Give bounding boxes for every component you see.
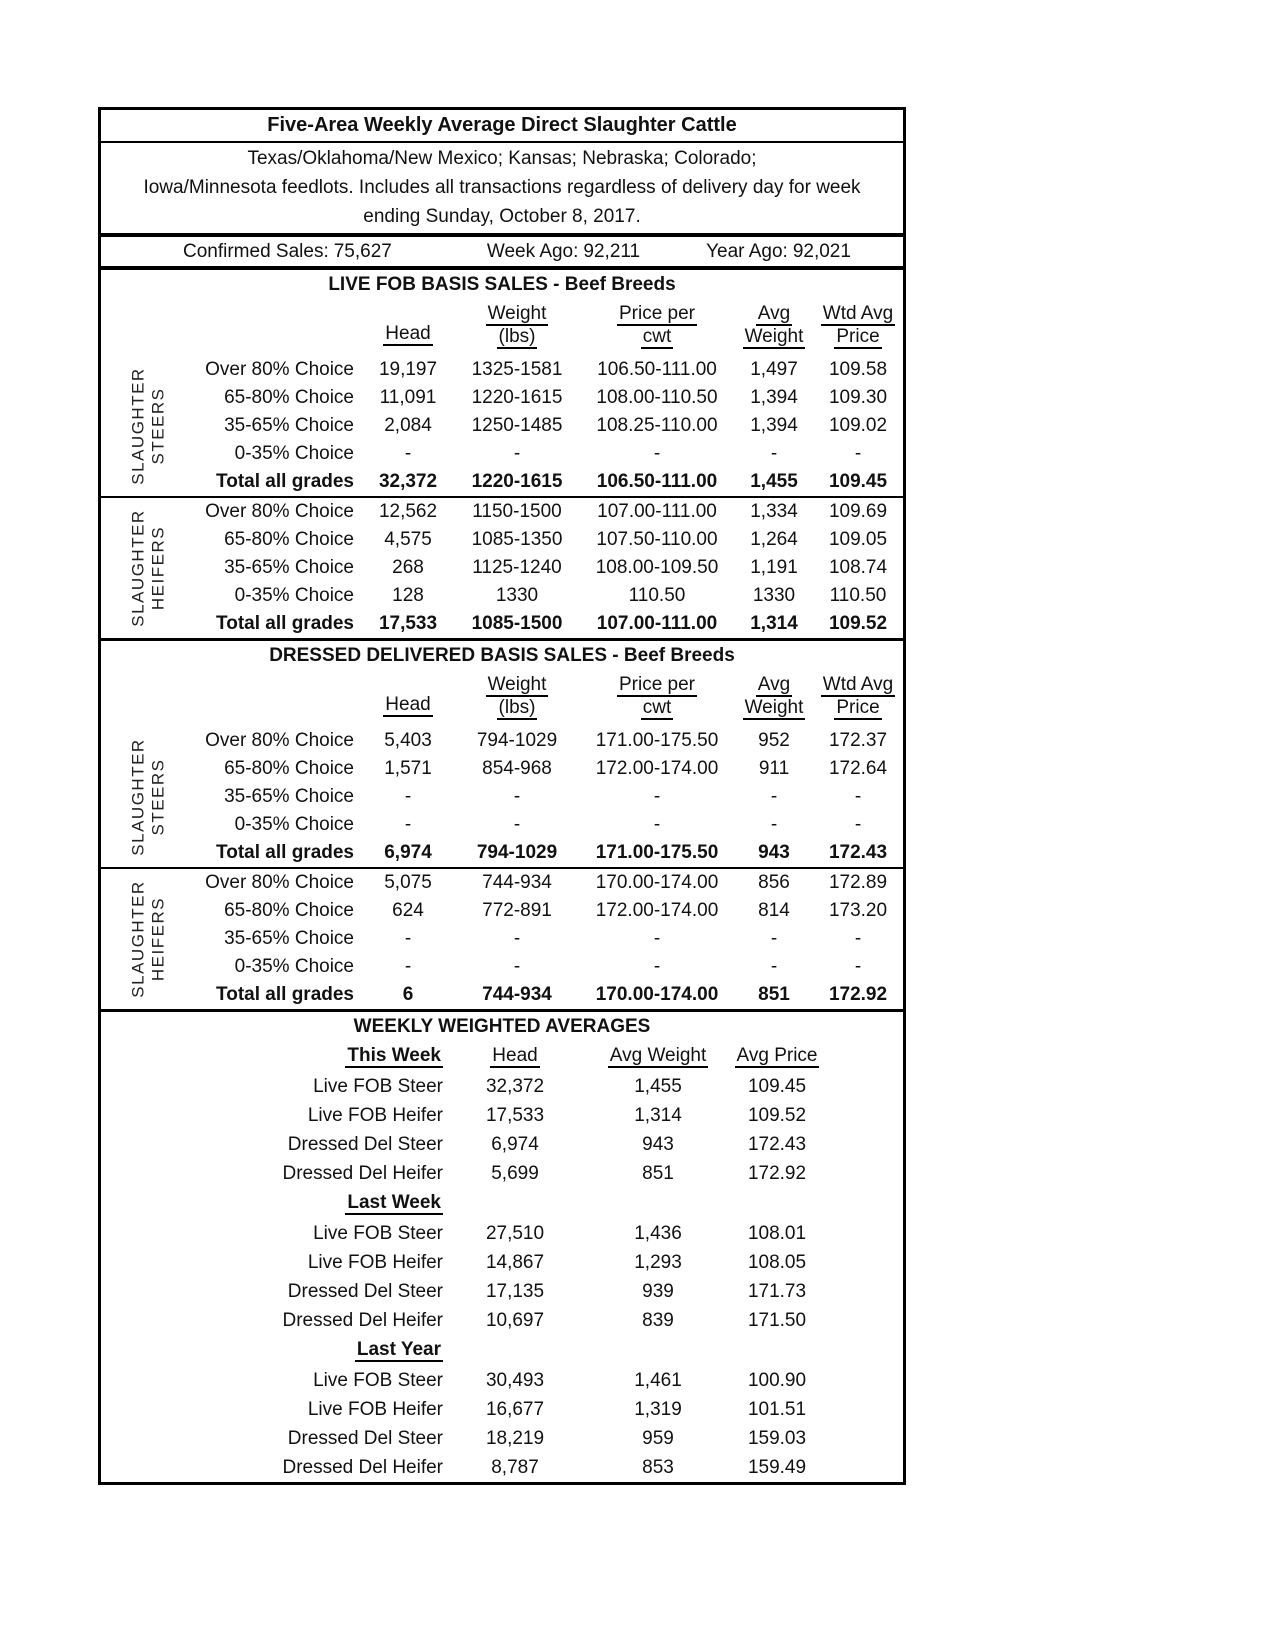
weekly-header-last-year (101, 1335, 903, 1366)
price-value: 170.00-174.00 (595, 872, 719, 893)
weekly-row-label: Live FOB Steer (313, 1222, 443, 1244)
weight-value: 794-1029 (476, 730, 558, 751)
weekly-row (101, 1453, 903, 1482)
wtd-avg-price-value: - (854, 928, 862, 949)
weight-value: 1150-1500 (472, 501, 562, 522)
weight-value: 744-934 (482, 872, 552, 893)
avg-weight-value: 1,314 (750, 613, 798, 634)
col-header-head: Head (385, 322, 431, 344)
weight-value: - (513, 443, 521, 464)
avg-price-value: 108.01 (747, 1222, 807, 1244)
head-value: 128 (392, 585, 424, 606)
weight-value: - (513, 786, 521, 807)
side-label-line: HEIFERS (148, 896, 168, 982)
head-value: 12,562 (378, 501, 438, 522)
head-value: 6,974 (491, 1133, 539, 1155)
wtd-avg-price-value: 109.69 (828, 501, 888, 522)
col-header-price-per-cwt: Price per cwt (618, 303, 696, 347)
wtd-avg-price-value: 110.50 (829, 585, 887, 606)
side-label-line: STEERS (148, 758, 168, 836)
head-value: 30,493 (485, 1369, 545, 1391)
grade-label: Over 80% Choice (205, 872, 354, 893)
price-value: - (653, 814, 661, 835)
price-value: 108.00-110.50 (596, 387, 718, 408)
head-value: - (404, 956, 412, 977)
weekly-row (101, 1130, 903, 1159)
price-value: 172.00-174.00 (595, 900, 719, 921)
weekly-row-label: Live FOB Steer (313, 1369, 443, 1391)
weight-value: 744-934 (482, 984, 552, 1005)
avg-price-value: 100.90 (747, 1369, 807, 1391)
avg-price-value: 109.45 (747, 1075, 807, 1097)
head-value: 17,135 (485, 1280, 545, 1302)
price-value: 171.00-175.50 (595, 730, 719, 751)
grade-row (101, 727, 903, 755)
grade-label: Total all grades (216, 984, 354, 1005)
head-value: - (404, 928, 412, 949)
avg-weight-value: 856 (758, 872, 790, 893)
avg-weight-value: 1,455 (750, 471, 798, 492)
avg-weight-value: - (770, 928, 778, 949)
head-value: 16,677 (485, 1398, 545, 1420)
grade-label: 65-80% Choice (224, 758, 354, 779)
grade-row (101, 384, 903, 412)
weekly-row (101, 1366, 903, 1395)
grade-label: 35-65% Choice (224, 928, 354, 949)
weight-value: 1085-1350 (471, 529, 563, 550)
weekly-header-this-week (101, 1041, 903, 1072)
year-ago-label: Year Ago: (706, 240, 788, 262)
weekly-row (101, 1395, 903, 1424)
weekly-row (101, 1159, 903, 1188)
week-ago (487, 241, 640, 263)
grade-row (101, 356, 903, 384)
avg-weight-value: 1,314 (634, 1104, 682, 1126)
grade-label: Over 80% Choice (205, 359, 354, 380)
avg-weight-value: 1,191 (750, 557, 798, 578)
section-title-weekly-averages: WEEKLY WEIGHTED AVERAGES (353, 1015, 651, 1037)
weekly-row (101, 1072, 903, 1101)
weight-value: 1085-1500 (471, 613, 563, 634)
weight-value: - (513, 928, 521, 949)
price-value: - (653, 956, 661, 977)
avg-weight-value: 1,497 (750, 359, 798, 380)
col-header-wtd-avg-price: Wtd Avg Price (822, 303, 894, 347)
grade-label: Total all grades (216, 613, 354, 634)
weight-value: 1220-1615 (471, 387, 563, 408)
grade-row (101, 783, 903, 811)
confirmed-sales-label: Confirmed Sales: (183, 240, 329, 262)
grade-row (101, 440, 903, 468)
head-value: 624 (392, 900, 424, 921)
grade-label: Over 80% Choice (205, 501, 354, 522)
avg-weight-value: 851 (642, 1162, 674, 1184)
head-value: 2,084 (384, 415, 432, 436)
col-header-avg-price: Avg Price (736, 1045, 818, 1066)
wtd-avg-price-value: 172.43 (828, 842, 888, 863)
avg-weight-value: 853 (642, 1456, 674, 1478)
avg-weight-value: - (770, 443, 778, 464)
weekly-row-label: Dressed Del Heifer (282, 1456, 443, 1478)
head-value: 8,787 (491, 1456, 539, 1478)
col-header-head: Head (385, 693, 431, 715)
col-header-price-per-cwt: Price per cwt (618, 674, 696, 718)
weekly-row (101, 1277, 903, 1306)
year-ago-value: 92,021 (792, 240, 851, 262)
side-label-slaughter-steers (101, 356, 196, 496)
wtd-avg-price-value: 109.05 (828, 529, 888, 550)
total-row-live-steers (101, 468, 903, 496)
grade-label: 35-65% Choice (224, 557, 354, 578)
price-value: 108.00-109.50 (595, 557, 719, 578)
subsection-label-this-week: This Week (347, 1045, 441, 1066)
grade-row (101, 498, 903, 526)
avg-price-value: 172.43 (747, 1133, 807, 1155)
weight-value: 854-968 (482, 758, 552, 779)
weight-value: 1325-1581 (471, 359, 563, 380)
week-ago-value: 92,211 (583, 240, 641, 262)
wtd-avg-price-value: 109.58 (828, 359, 888, 380)
group-live-steers (101, 356, 903, 496)
weekly-row-label: Live FOB Heifer (307, 1104, 443, 1126)
grade-label: 35-65% Choice (224, 786, 354, 807)
subsection-label-last-week: Last Week (347, 1192, 441, 1213)
avg-price-value: 171.73 (747, 1280, 807, 1302)
weekly-row-label: Dressed Del Steer (287, 1133, 443, 1155)
confirmed-sales-value: 75,627 (333, 240, 392, 262)
subtitle-line: ending Sunday, October 8, 2017. (363, 206, 641, 227)
wtd-avg-price-value: - (854, 956, 862, 977)
wtd-avg-price-value: 172.89 (828, 872, 888, 893)
wtd-avg-price-value: 172.92 (828, 984, 888, 1005)
price-value: - (653, 786, 661, 807)
weekly-row-label: Dressed Del Steer (287, 1280, 443, 1302)
avg-price-value: 159.03 (747, 1427, 807, 1449)
avg-weight-value: 1,264 (750, 529, 798, 550)
head-value: 17,533 (485, 1104, 545, 1126)
weekly-row (101, 1306, 903, 1335)
head-value: 10,697 (485, 1309, 545, 1331)
grade-row (101, 755, 903, 783)
wtd-avg-price-value: 108.74 (828, 557, 888, 578)
price-value: 106.50-111.00 (596, 471, 718, 492)
weekly-row-label: Dressed Del Heifer (282, 1309, 443, 1331)
weekly-row-label: Dressed Del Heifer (282, 1162, 443, 1184)
head-value: 4,575 (384, 529, 432, 550)
avg-price-value: 172.92 (747, 1162, 807, 1184)
section-title-live-fob: LIVE FOB BASIS SALES - Beef Breeds (328, 273, 676, 295)
weight-value: - (513, 956, 521, 977)
price-value: 107.50-110.00 (596, 529, 718, 550)
avg-weight-value: 1,455 (634, 1075, 682, 1097)
col-header-avg-weight: Avg Weight (744, 674, 804, 718)
group-dressed-steers (101, 727, 903, 867)
report-table (98, 107, 906, 1485)
price-value: 107.00-111.00 (596, 613, 718, 634)
side-label-slaughter-heifers (101, 498, 196, 638)
avg-weight-value: 1330 (752, 585, 796, 606)
head-value: 5,403 (384, 730, 432, 751)
grade-row (101, 582, 903, 610)
head-value: - (404, 443, 412, 464)
grade-label: 35-65% Choice (224, 415, 354, 436)
side-label-slaughter-heifers (101, 869, 196, 1009)
head-value: 11,091 (379, 387, 437, 408)
grade-row (101, 811, 903, 839)
column-headers-dressed (101, 670, 903, 727)
col-header-head: Head (492, 1045, 538, 1066)
avg-weight-value: - (770, 814, 778, 835)
avg-price-value: 109.52 (747, 1104, 807, 1126)
head-value: 1,571 (384, 758, 432, 779)
avg-weight-value: 1,394 (750, 387, 798, 408)
grade-label: 0-35% Choice (234, 956, 354, 977)
avg-weight-value: 839 (642, 1309, 674, 1331)
side-label-line: SLAUGHTER (128, 367, 148, 485)
price-value: 171.00-175.50 (595, 842, 719, 863)
avg-weight-value: 959 (642, 1427, 674, 1449)
weekly-row-label: Live FOB Heifer (307, 1251, 443, 1273)
wtd-avg-price-value: - (854, 443, 862, 464)
weekly-header-last-week (101, 1188, 903, 1219)
grade-label: 0-35% Choice (234, 585, 354, 606)
wtd-avg-price-value: 172.64 (828, 758, 888, 779)
subtitle-line: Iowa/Minnesota feedlots. Includes all transactions regardless of delivery day for week (143, 177, 861, 198)
avg-weight-value: 1,334 (750, 501, 798, 522)
price-value: 107.00-111.00 (597, 501, 717, 522)
side-label-line: SLAUGHTER (128, 509, 148, 627)
wtd-avg-price-value: - (854, 786, 862, 807)
avg-price-value: 108.05 (747, 1251, 807, 1273)
side-label-slaughter-steers (101, 727, 196, 867)
avg-price-value: 159.49 (747, 1456, 807, 1478)
weekly-row-label: Live FOB Steer (313, 1075, 443, 1097)
avg-weight-value: 1,319 (634, 1398, 682, 1420)
avg-weight-value: 943 (642, 1133, 674, 1155)
avg-weight-value: 851 (758, 984, 790, 1005)
grade-label: 0-35% Choice (234, 443, 354, 464)
wtd-avg-price-value: 109.02 (828, 415, 888, 436)
wtd-avg-price-value: - (854, 814, 862, 835)
price-value: 106.50-111.00 (597, 359, 717, 380)
grade-row (101, 412, 903, 440)
price-value: 170.00-174.00 (595, 984, 719, 1005)
weekly-row (101, 1101, 903, 1130)
side-label-line: SLAUGHTER (128, 738, 148, 856)
grade-label: 65-80% Choice (224, 529, 354, 550)
grade-row (101, 925, 903, 953)
weekly-row-label: Dressed Del Steer (287, 1427, 443, 1449)
grade-label: 65-80% Choice (224, 387, 354, 408)
year-ago (706, 241, 851, 263)
avg-weight-value: 1,293 (634, 1251, 682, 1273)
avg-weight-value: 952 (758, 730, 790, 751)
price-value: 110.50 (628, 585, 686, 606)
avg-price-value: 171.50 (747, 1309, 807, 1331)
col-header-avg-weight: Avg Weight (744, 303, 804, 347)
report-title: Five-Area Weekly Average Direct Slaughter Cattle (101, 110, 903, 143)
col-header-weight: Weight (lbs) (487, 674, 547, 718)
subtitle-line: Texas/Oklahoma/New Mexico; Kansas; Nebraska; Colorado; (247, 148, 757, 169)
price-value: - (653, 443, 661, 464)
total-row-live-heifers (101, 610, 903, 638)
head-value: 6,974 (384, 842, 432, 863)
head-value: 5,075 (384, 872, 432, 893)
head-value: 27,510 (485, 1222, 545, 1244)
head-value: 32,372 (485, 1075, 545, 1097)
head-value: 6 (402, 984, 414, 1005)
wtd-avg-price-value: 172.37 (828, 730, 888, 751)
weight-value: 1125-1240 (472, 557, 562, 578)
avg-weight-value: 1,461 (634, 1369, 682, 1391)
head-value: 268 (392, 557, 424, 578)
head-value: - (404, 814, 412, 835)
subsection-label-last-year: Last Year (356, 1339, 441, 1360)
avg-weight-value: 814 (758, 900, 790, 921)
grade-row (101, 526, 903, 554)
grade-label: 65-80% Choice (224, 900, 354, 921)
grade-row (101, 869, 903, 897)
total-row-dressed-heifers (101, 981, 903, 1009)
avg-weight-value: 1,394 (750, 415, 798, 436)
sales-summary (101, 237, 903, 270)
price-value: - (653, 928, 661, 949)
column-headers-live (101, 299, 903, 356)
head-value: 17,533 (378, 613, 438, 634)
col-header-wtd-avg-price: Wtd Avg Price (822, 674, 894, 718)
col-header-avg-weight: Avg Weight (609, 1045, 707, 1066)
avg-weight-value: 939 (642, 1280, 674, 1302)
weekly-row (101, 1219, 903, 1248)
grade-row (101, 953, 903, 981)
weekly-row (101, 1248, 903, 1277)
side-label-line: SLAUGHTER (128, 880, 148, 998)
head-value: 18,219 (485, 1427, 545, 1449)
wtd-avg-price-value: 109.52 (828, 613, 888, 634)
week-ago-label: Week Ago: (486, 240, 579, 262)
head-value: 14,867 (485, 1251, 545, 1273)
weight-value: 1330 (495, 585, 539, 606)
wtd-avg-price-value: 173.20 (828, 900, 888, 921)
weight-value: 1250-1485 (471, 415, 563, 436)
head-value: - (404, 786, 412, 807)
head-value: 19,197 (378, 359, 438, 380)
side-label-line: HEIFERS (148, 525, 168, 611)
avg-weight-value: 1,436 (634, 1222, 682, 1244)
avg-weight-value: - (770, 956, 778, 977)
group-live-heifers (101, 496, 903, 641)
weight-value: 794-1029 (476, 842, 558, 863)
head-value: 5,699 (491, 1162, 539, 1184)
avg-weight-value: 943 (758, 842, 790, 863)
weight-value: - (513, 814, 521, 835)
confirmed-sales (183, 241, 392, 263)
grade-row (101, 897, 903, 925)
grade-label: 0-35% Choice (234, 814, 354, 835)
avg-price-value: 101.51 (747, 1398, 807, 1420)
weight-value: 772-891 (482, 900, 552, 921)
weekly-row (101, 1424, 903, 1453)
grade-label: Total all grades (216, 842, 354, 863)
grade-label: Total all grades (216, 471, 354, 492)
grade-label: Over 80% Choice (205, 730, 354, 751)
col-header-weight: Weight (lbs) (487, 303, 547, 347)
side-label-line: STEERS (148, 387, 168, 465)
grade-row (101, 554, 903, 582)
wtd-avg-price-value: 109.45 (828, 471, 888, 492)
section-title-dressed: DRESSED DELIVERED BASIS SALES - Beef Breeds (269, 644, 735, 666)
wtd-avg-price-value: 109.30 (828, 387, 888, 408)
price-value: 108.25-110.00 (596, 415, 718, 436)
price-value: 172.00-174.00 (595, 758, 719, 779)
avg-weight-value: - (770, 786, 778, 807)
avg-weight-value: 911 (758, 758, 790, 779)
group-dressed-heifers (101, 867, 903, 1012)
head-value: 32,372 (378, 471, 438, 492)
weekly-row-label: Live FOB Heifer (307, 1398, 443, 1420)
total-row-dressed-steers (101, 839, 903, 867)
weight-value: 1220-1615 (471, 471, 563, 492)
report-subtitle (101, 143, 903, 237)
